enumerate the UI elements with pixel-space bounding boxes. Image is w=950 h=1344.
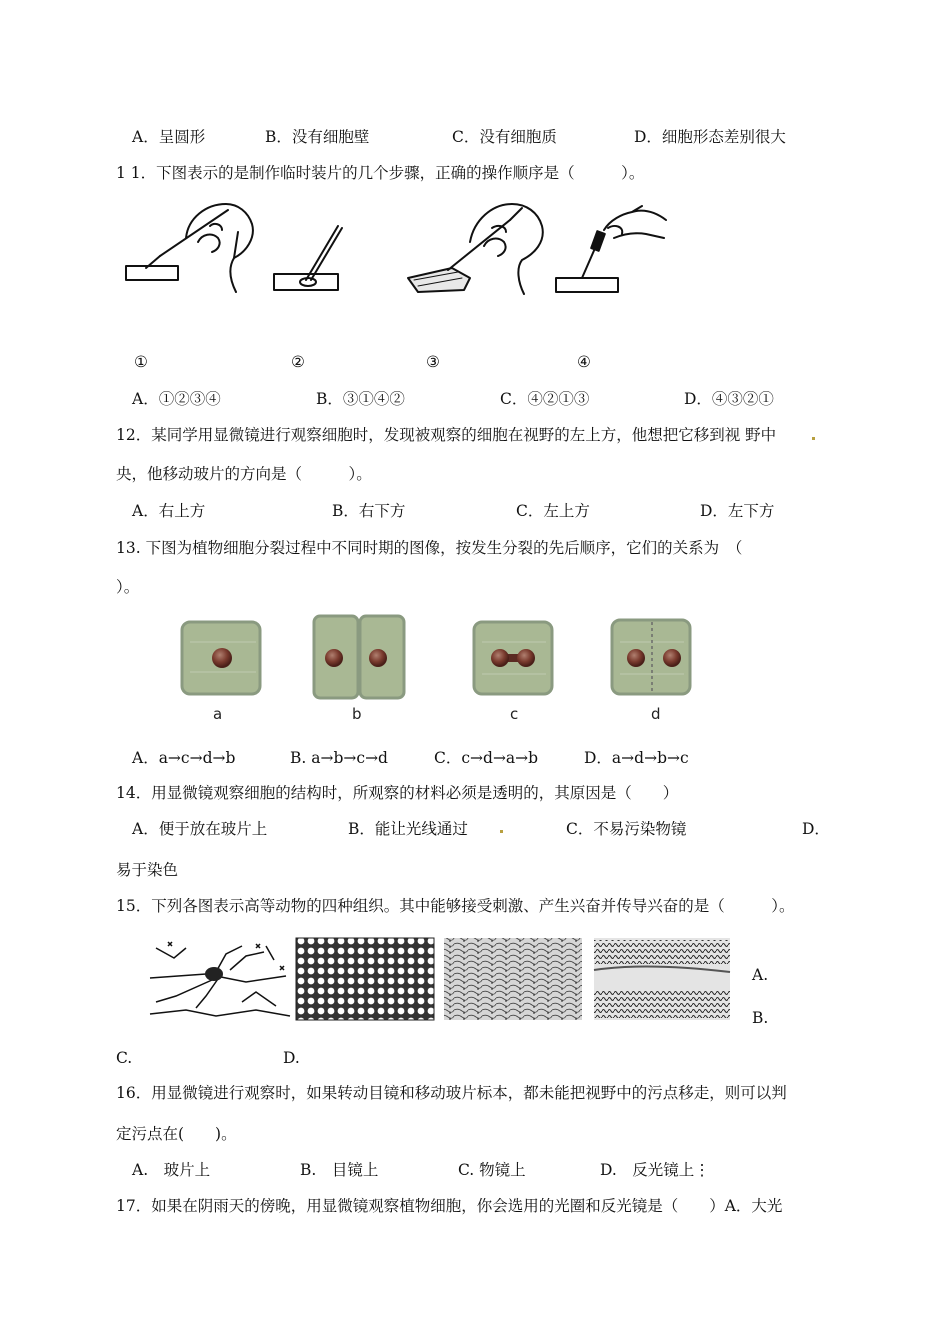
- q15-stem: 15．下列各图表示高等动物的四种组织。其中能够接受刺激、产生兴奋并传导兴奋的是（ ）。: [116, 897, 795, 915]
- q11-stem: 1 1．下图表示的是制作临时装片的几个步骤，正确的操作顺序是（ ）。: [116, 164, 645, 182]
- q10-option-a: A．呈圆形: [132, 128, 206, 146]
- q14-option-b: B．能让光线通过: [348, 820, 468, 838]
- q12-option-b: B．右下方: [332, 502, 406, 520]
- q15-option-c: C.: [116, 1049, 133, 1067]
- cell-division-figure: [176, 612, 706, 704]
- tissue-images-figure: [146, 936, 736, 1022]
- q12-option-d: D．左下方: [700, 502, 775, 520]
- q11-label-1: ①: [134, 353, 148, 371]
- q11-option-d: D．④③②①: [684, 390, 774, 408]
- q13-option-c: C．c→d→a→b: [434, 749, 539, 767]
- q14-stem: 14．用显微镜观察细胞的结构时，所观察的材料必须是透明的，其原因是（ ）: [116, 784, 679, 802]
- scan-speck: [812, 437, 815, 440]
- q12-line1: 12．某同学用显微镜进行观察细胞时，发现被观察的细胞在视野的左上方，他想把它移到视 野中: [116, 426, 777, 444]
- q11-option-a: A．①②③④: [132, 390, 221, 408]
- q15-option-b: B.: [752, 1009, 769, 1027]
- q11-label-3: ③: [426, 353, 440, 371]
- q10-option-d: D．细胞形态差别很大: [634, 128, 786, 146]
- q11-option-c: C．④②①③: [500, 390, 590, 408]
- q16-option-b: B. 目镜上: [300, 1161, 379, 1179]
- q15-option-d: D.: [283, 1049, 300, 1067]
- q13-option-d: D．a→d→b→c: [584, 749, 689, 767]
- q13-label-c: c: [510, 705, 519, 723]
- q13-line2: ）。: [116, 578, 140, 596]
- q17-stem: 17．如果在阴雨天的傍晚，用显微镜观察植物细胞，你会选用的光圈和反光镜是（ ）A．大光: [116, 1197, 783, 1215]
- slide-preparation-figure: [118, 198, 698, 306]
- q14-option-a: A．便于放在玻片上: [132, 820, 268, 838]
- q11-label-4: ④: [577, 353, 591, 371]
- q16-option-d: D. 反光镜上⋮: [600, 1161, 710, 1179]
- q15-option-a: A.: [752, 966, 769, 984]
- q12-option-c: C．左上方: [516, 502, 590, 520]
- q13-label-a: a: [213, 705, 223, 723]
- q13-line1: 13. 下图为植物细胞分裂过程中不同时期的图像，按发生分裂的先后顺序，它们的关系为 （: [116, 539, 743, 557]
- q12-option-a: A．右上方: [132, 502, 206, 520]
- q13-option-a: A．a→c→d→b: [132, 749, 236, 767]
- q16-line1: 16．用显微镜进行观察时，如果转动目镜和移动玻片标本，都未能把视野中的污点移走，则可以判: [116, 1084, 787, 1102]
- q16-line2: 定污点在( )。: [116, 1125, 237, 1143]
- q14-option-d: D．: [802, 820, 830, 838]
- q13-label-b: b: [352, 705, 362, 723]
- q11-label-2: ②: [291, 353, 305, 371]
- q14-option-d-text: 易于染色: [116, 861, 179, 879]
- q10-option-c: C．没有细胞质: [452, 128, 557, 146]
- q11-option-b: B．③①④②: [316, 390, 405, 408]
- q16-option-a: A. 玻片上: [132, 1161, 211, 1179]
- scan-speck: [500, 830, 503, 833]
- q12-line2: 央，他移动玻片的方向是（ ）。: [116, 465, 372, 483]
- q16-option-c: C. 物镜上: [458, 1161, 526, 1179]
- q13-label-d: d: [651, 705, 661, 723]
- q10-option-b: B．没有细胞壁: [265, 128, 370, 146]
- q14-option-c: C．不易污染物镜: [566, 820, 687, 838]
- q13-option-b: B. a→b→c→d: [290, 749, 388, 767]
